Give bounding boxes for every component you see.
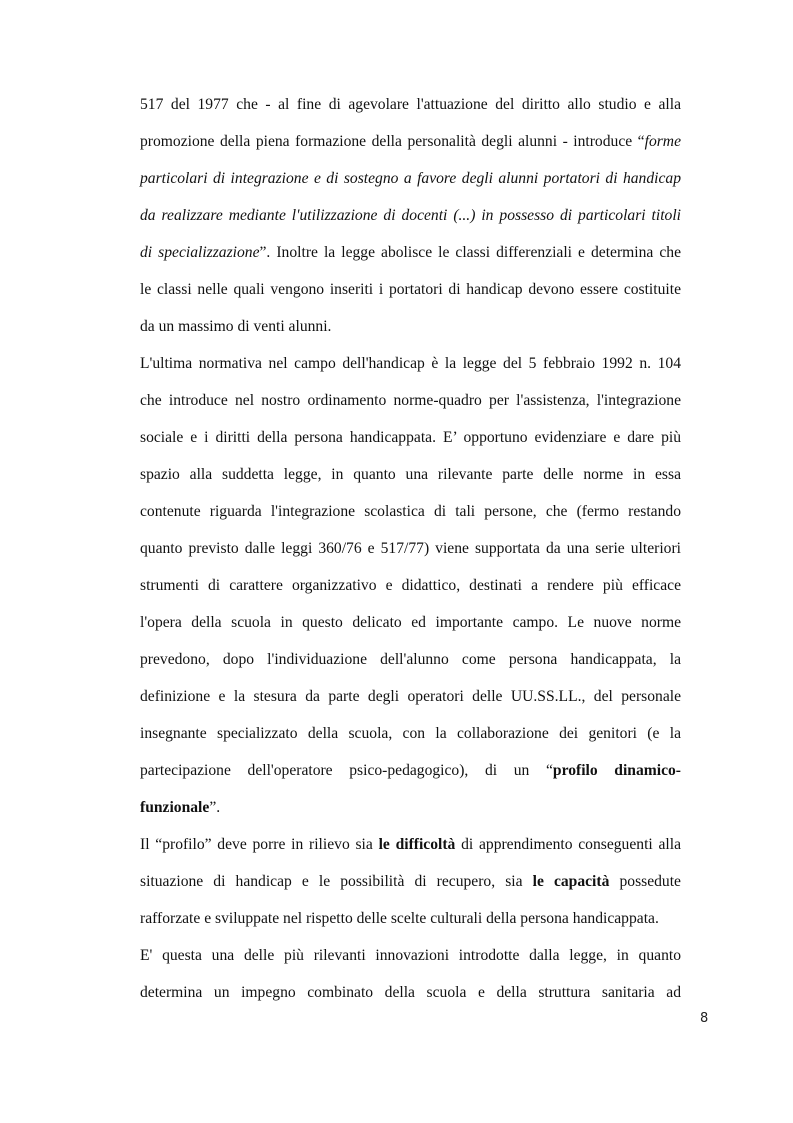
text-line <box>140 243 681 263</box>
text-line <box>140 317 681 337</box>
text-line <box>140 983 681 1003</box>
text-line <box>140 724 681 744</box>
text-segment: Il “profilo” deve porre in rilievo sia <box>140 836 379 853</box>
text-segment: L'ultima normativa nel campo dell'handicap è la legge del 5 febbraio 1992 n. 104 <box>140 355 681 372</box>
text-segment: insegnante specializzato della scuola, con la collaborazione dei genitori (e la <box>140 725 681 742</box>
text-line <box>140 761 681 781</box>
italic-text: particolari di integrazione e di sostegno a favore degli alunni portatori di handicap <box>140 170 681 187</box>
text-line <box>140 946 681 966</box>
text-line <box>140 206 681 226</box>
text-segment: ”. <box>209 799 221 816</box>
text-segment: definizione e la stesura da parte degli operatori delle UU.SS.LL., del personale <box>140 688 681 705</box>
text-segment: le classi nelle quali vengono inseriti i portatori di handicap devono essere costituite <box>140 281 681 298</box>
italic-text: forme <box>644 133 681 150</box>
text-line <box>140 280 681 300</box>
text-line <box>140 354 681 374</box>
text-segment: situazione di handicap e le possibilità di recupero, sia <box>140 873 533 890</box>
text-segment: di apprendimento conseguenti alla <box>455 836 681 853</box>
text-line <box>140 391 681 411</box>
text-segment: da un massimo di venti alunni. <box>140 318 332 335</box>
bold-text: profilo dinamico- <box>552 762 681 779</box>
text-line <box>140 835 681 855</box>
text-segment: 517 del 1977 che - al fine di agevolare l'attuazione del diritto allo studio e alla <box>140 96 681 113</box>
text-segment: l'opera della scuola in questo delicato ed importante campo. Le nuove norme <box>140 614 681 631</box>
text-segment: possedute <box>609 873 681 890</box>
text-line <box>140 428 681 448</box>
text-segment: sociale e i diritti della persona handicappata. E’ opportuno evidenziare e dare più <box>140 429 681 446</box>
text-segment: quanto previsto dalle leggi 360/76 e 517/77) viene supportata da una serie ulteriori <box>140 540 681 557</box>
text-line <box>140 95 681 115</box>
bold-text: le capacità <box>532 873 610 890</box>
text-line <box>140 872 681 892</box>
text-segment: contenute riguarda l'integrazione scolastica di tali persone, che (fermo restando <box>140 503 681 520</box>
text-segment: E' questa una delle più rilevanti innovazioni introdotte dalla legge, in quanto <box>140 947 681 964</box>
italic-text: di specializzazione <box>140 244 260 261</box>
italic-text: da realizzare mediante l'utilizzazione di docenti (...) in possesso di particolari titoli <box>140 207 681 224</box>
text-line <box>140 909 681 929</box>
page-number: 8 <box>700 1011 709 1026</box>
text-line <box>140 169 681 189</box>
bold-text: le difficoltà <box>378 836 456 853</box>
text-line <box>140 798 681 818</box>
bold-text: funzionale <box>140 799 210 816</box>
text-segment: spazio alla suddetta legge, in quanto una rilevante parte delle norme in essa <box>140 466 681 483</box>
text-segment: prevedono, dopo l'individuazione dell'alunno come persona handicappata, la <box>140 651 681 668</box>
text-line <box>140 576 681 596</box>
text-segment: ”. Inoltre la legge abolisce le classi differenziali e determina che <box>259 244 681 261</box>
text-segment: strumenti di carattere organizzativo e didattico, destinati a rendere più efficace <box>140 577 681 594</box>
text-line <box>140 539 681 559</box>
text-segment: partecipazione dell'operatore psico-pedagogico), di un “ <box>140 762 553 779</box>
text-line <box>140 132 681 152</box>
text-line <box>140 687 681 707</box>
text-line <box>140 465 681 485</box>
text-segment: determina un impegno combinato della scuola e della struttura sanitaria ad <box>140 984 681 1001</box>
text-line <box>140 502 681 522</box>
text-segment: rafforzate e sviluppate nel rispetto delle scelte culturali della persona handicappata. <box>140 910 659 927</box>
text-line <box>140 613 681 633</box>
text-line <box>140 650 681 670</box>
text-segment: promozione della piena formazione della personalità degli alunni - introduce “ <box>140 133 645 150</box>
text-segment: che introduce nel nostro ordinamento norme-quadro per l'assistenza, l'integrazione <box>140 392 681 409</box>
